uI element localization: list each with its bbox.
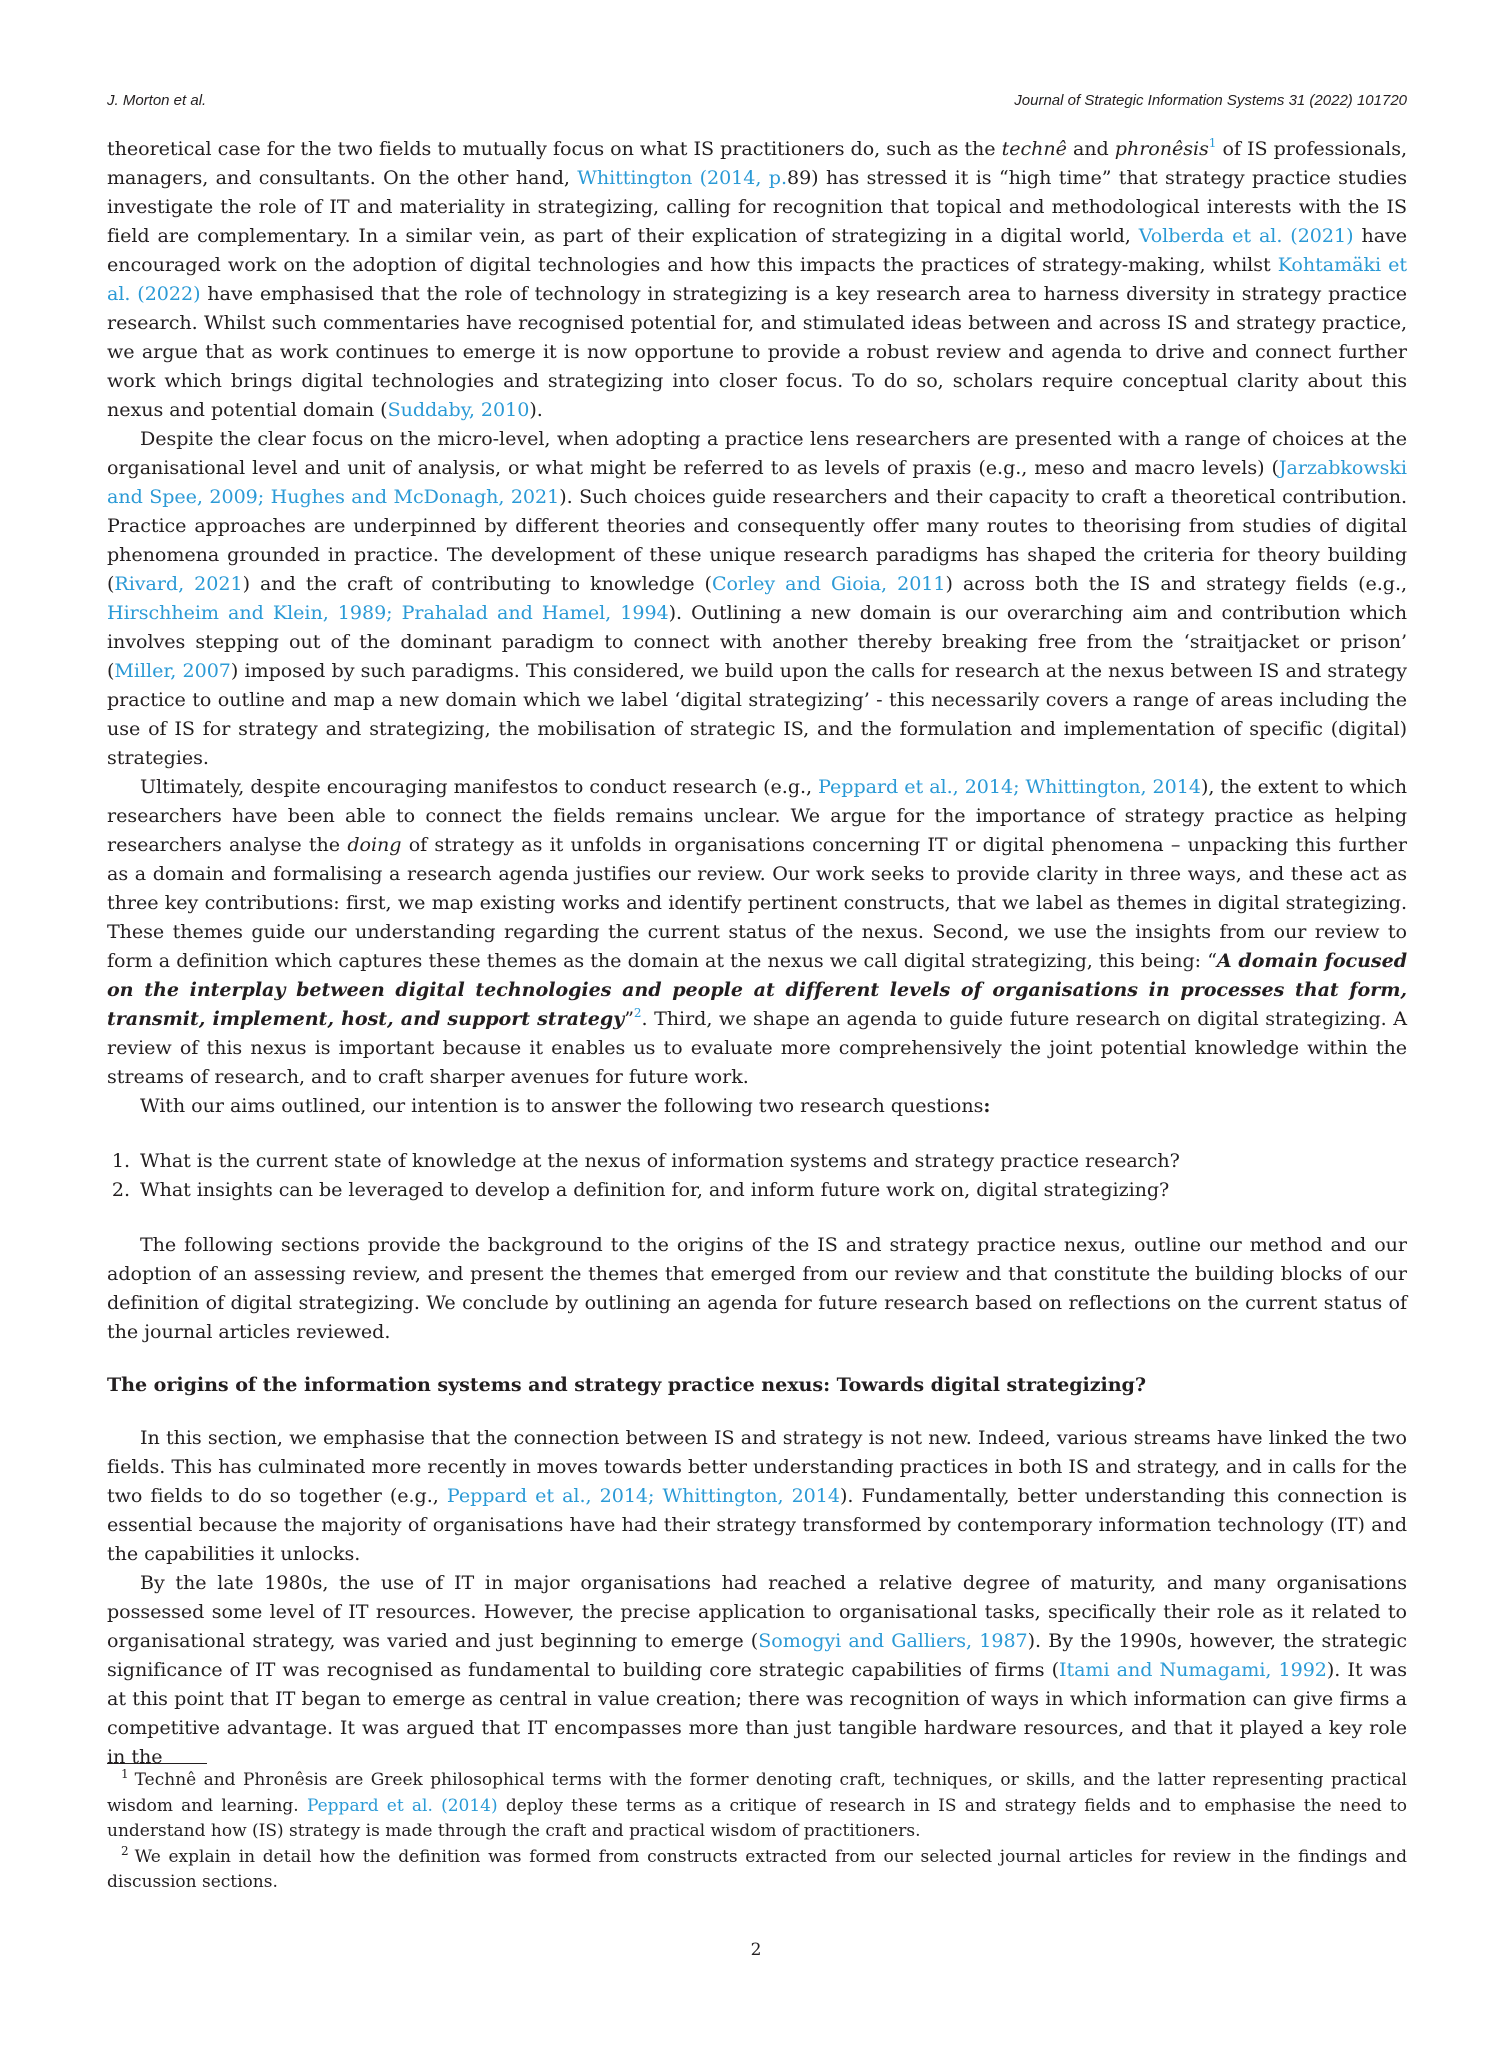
text-run: We explain in detail how the definition was formed from constructs extracted from our selected journal articles for review in the findings and discussion sections. (107, 1846, 1407, 1892)
text-run: of IS professionals, managers, and consultants. On the other hand, (107, 137, 1407, 189)
text-run: have encouraged work on the adoption of digital technologies and how this impacts the practices of strategy-making, whilst (107, 224, 1408, 276)
citation-rivard-2021[interactable]: Rivard, 2021 (114, 572, 243, 595)
citation-peppard-whittington[interactable]: Peppard et al., 2014; Whittington, 2014 (446, 1484, 840, 1507)
italic-term-doing: doing (347, 833, 402, 856)
text-run: deploy these terms as a critique of research in IS and strategy fields and to emphasise the need to understand how (IS) strategy is made through the craft and practical wisdom of practitioners. (107, 1795, 1407, 1841)
text-run: ). Such choices guide researchers and their capacity to craft a theoretical contribution. Practice approaches are underpinned by different theories and consequently offer many routes to theorising from studies of digital phenomena grounded in practice. The development of these unique research paradigms has shaped the criteria for theory building ( (107, 485, 1407, 595)
text-run: ) and the craft of contributing to knowledge ( (242, 572, 712, 595)
text-run: Despite the clear focus on the micro-level, when adopting a practice lens researchers are presented with a range of choices at the organisational level and unit of analysis, or what might be referred to as levels of praxis (e.g., meso and macro levels) ( (107, 427, 1407, 479)
list-number: 1. (111, 1149, 130, 1172)
footnote-mark: 1 (121, 1767, 129, 1781)
text-run: ). Outlining a new domain is our overarching aim and contribution which involves stepping out of the dominant paradigm to connect with another thereby breaking free from the ‘straitjacket or prison’ ( (107, 601, 1408, 682)
list-item (107, 1146, 1407, 1175)
citation-miller-2007[interactable]: Miller, 2007 (114, 659, 231, 682)
text-run: Technê and Phronêsis are Greek philosophical terms with the former denoting craft, techniques, or skills, and the latter representing practical wisdom and learning. (107, 1770, 1407, 1816)
paragraph-2 (107, 424, 1407, 772)
definition-digital-strategizing: A domain focused on the interplay between digital technologies and people at different levels of organisations in processes that form, transmit, implement, host, and support strategy (107, 949, 1408, 1030)
text-run: theoretical case for the two fields to mutually focus on what IS practitioners do, such as the (107, 137, 1002, 160)
paragraph-5 (107, 1230, 1407, 1346)
text-run: ). By the 1990s, however, the strategic significance of IT was recognised as fundamental to building core strategic capabilities of firms ( (107, 1629, 1407, 1681)
article-body (107, 134, 1407, 1771)
text-run: 89) has stressed it is “high time” that strategy practice studies investigate the role of IT and materiality in strategizing, calling for recognition that topical and methodological interests with the IS field are complementary. In a similar vein, as part of their explication of strategizing in a digital world, (107, 166, 1407, 247)
italic-term-phronesis: phronêsis (1114, 137, 1209, 160)
citation-jarzabkowski-hughes[interactable]: Jarzabkowski and Spee, 2009; Hughes and McDonagh, 2021 (107, 456, 1407, 508)
text-run: ), the extent to which researchers have been able to connect the fields remains unclear. We argue for the importance of strategy practice as helping researchers analyse the (107, 775, 1408, 856)
text-run: of strategy as it unfolds in organisations concerning IT or digital phenomena – unpacking this further as a domain and formalising a research agenda justifies our review. Our work seeks to provide clarity in three ways, and these act as three key contributions: first, we map existing works and identify pertinent constructs, that we label as themes in digital strategizing. These themes guide our understanding regarding the current status of the nexus. Second, we use the insights from our review to form a definition which captures these themes as the domain at the nexus we call digital strategizing, this being: “ (107, 833, 1407, 972)
running-header (107, 92, 1407, 116)
text-run: have emphasised that the role of technology in strategizing is a key research area to harness diversity in strategy practice research. Whilst such commentaries have recognised potential for, and stimulated ideas between and across IS and strategy practice, we argue that as work continues to emerge it is now opportune to provide a robust review and agenda to drive and connect further work which brings digital technologies and strategizing into closer focus. To do so, scholars require conceptual clarity about this nexus and potential domain ( (107, 282, 1407, 421)
page-number: 2 (750, 1940, 762, 1960)
research-question-text: What insights can be leveraged to develop a definition for, and inform future work on, digital strategizing? (140, 1178, 1170, 1201)
citation-corley-gioia-2011[interactable]: Corley and Gioia, 2011 (711, 572, 946, 595)
italic-term-techne: technê (1001, 137, 1067, 160)
footnote-ref-1[interactable]: 1 (1208, 136, 1217, 150)
paragraph-3 (107, 772, 1407, 1091)
text-run: With our aims outlined, our intention is to answer the following two research questions (140, 1094, 984, 1117)
text-run: ) across both the IS and strategy fields (e.g., (945, 572, 1407, 595)
text-run: ) imposed by such paradigms. This considered, we build upon the calls for research at the nexus between IS and strategy practice to outline and map a new domain which we label ‘digital strategizing’ - this necessarily covers a range of areas including the use of IS for strategy and strategizing, the mobilisation of strategic IS, and the formulation and implementation of specific (digital) strategies. (107, 659, 1407, 769)
footnotes (107, 1768, 1407, 1896)
citation-hirschheim-prahalad[interactable]: Hirschheim and Klein, 1989; Prahalad and Hamel, 1994 (107, 601, 669, 624)
footnote-divider (107, 1763, 207, 1764)
footnote-2 (107, 1845, 1407, 1896)
footnote-ref-2[interactable]: 2 (633, 1006, 642, 1020)
text-run: . Third, we shape an agenda to guide future research on digital strategizing. A review of this nexus is important because it enables us to evaluate more comprehensively the joint potential knowledge within the streams of research, and to craft sharper avenues for future work. (107, 1007, 1407, 1088)
citation-peppard-2014[interactable]: Peppard et al. (2014) (306, 1795, 498, 1816)
footnote-mark: 2 (121, 1843, 129, 1858)
citation-kohtamaki-2022[interactable]: Kohtamäki et al. (2022) (107, 253, 1407, 305)
citation-peppard-whittington[interactable]: Peppard et al., 2014; Whittington, 2014 (818, 775, 1201, 798)
paragraph-7 (107, 1568, 1407, 1771)
text-run: By the late 1980s, the use of IT in major organisations had reached a relative degree of maturity, and many organisations possessed some level of IT resources. However, the precise application to organisational tasks, specifically their role as it related to organisational strategy, was varied and just beginning to emerge ( (107, 1571, 1407, 1652)
citation-somogyi-galliers-1987[interactable]: Somogyi and Galliers, 1987 (758, 1629, 1028, 1652)
paragraph-1 (107, 134, 1407, 424)
citation-whittington-2014[interactable]: Whittington (2014, p. (577, 166, 787, 189)
section-heading: The origins of the information systems and strategy practice nexus: Towards digital strategizing? (107, 1373, 1146, 1396)
text-run: and (1066, 137, 1115, 160)
header-authors: J. Morton et al. (107, 92, 207, 109)
paragraph-4 (107, 1091, 1407, 1120)
list-number: 2. (111, 1178, 130, 1201)
text-run: In this section, we emphasise that the connection between IS and strategy is not new. Indeed, various streams have linked the two fields. This has culminated more recently in moves towards better understanding practices in both IS and strategy, and in calls for the two fields to do so together (e.g., (107, 1426, 1407, 1507)
research-questions-list (107, 1146, 1407, 1204)
citation-itami-numagami-1992[interactable]: Itami and Numagami, 1992 (1058, 1658, 1327, 1681)
text-run: Ultimately, despite encouraging manifestos to conduct research (e.g., (140, 775, 819, 798)
text-run: ). It was at this point that IT began to emerge as central in value creation; there was recognition of ways in which information can give firms a competitive advantage. It was argued that IT encompasses more than just tangible hardware resources, and that it played a key role in the (107, 1658, 1407, 1768)
text-run: The following sections provide the background to the origins of the IS and strategy practice nexus, outline our method and our adoption of an assessing review, and present the themes that emerged from our review and that constitute the building blocks of our definition of digital strategizing. We conclude by outlining an agenda for future research based on reflections on the current status of the journal articles reviewed. (107, 1233, 1407, 1343)
header-journal: Journal of Strategic Information Systems 31 (2022) 101720 (1014, 92, 1407, 109)
paragraph-6 (107, 1423, 1407, 1568)
list-item (107, 1175, 1407, 1204)
bold-colon: : (983, 1094, 991, 1117)
citation-suddaby-2010[interactable]: Suddaby, 2010 (387, 398, 530, 421)
text-run: ” (624, 1007, 634, 1030)
citation-volberda-2021[interactable]: Volberda et al. (2021) (1138, 224, 1354, 247)
research-question-text: What is the current state of knowledge at the nexus of information systems and strategy practice research? (140, 1149, 1180, 1172)
text-run: ). Fundamentally, better understanding this connection is essential because the majority of organisations have had their strategy transformed by contemporary information technology (IT) and the capabilities it unlocks. (107, 1484, 1408, 1565)
footnote-1 (107, 1768, 1407, 1845)
text-run: ). (529, 398, 543, 421)
